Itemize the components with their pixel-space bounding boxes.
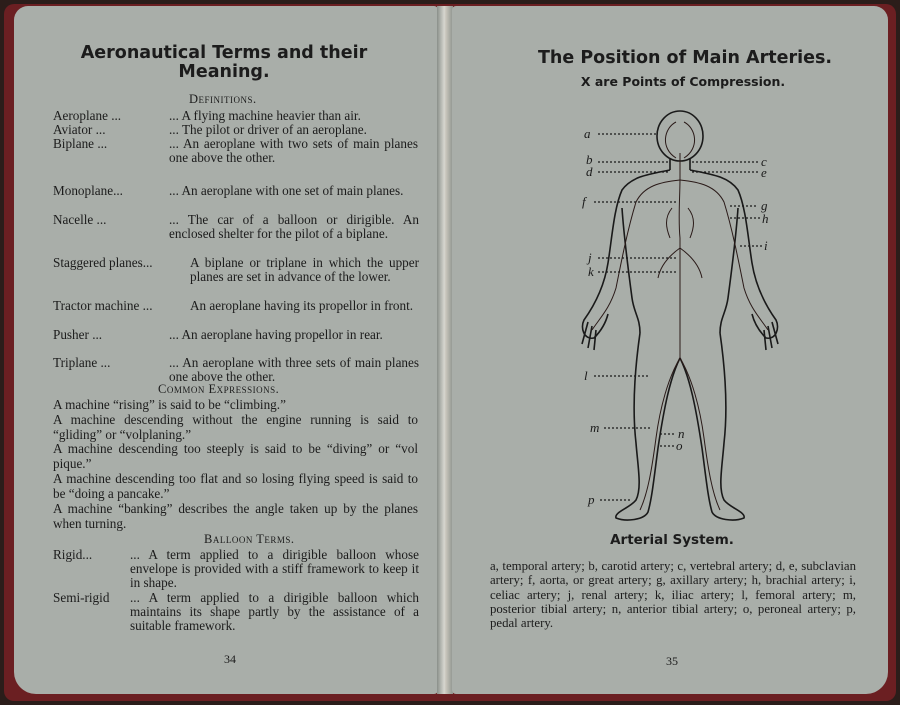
figure-label-c: c bbox=[761, 154, 767, 169]
figure-label-p: p bbox=[588, 492, 595, 507]
definition-term: Tractor machine ... bbox=[53, 298, 153, 313]
figure-label-d: d bbox=[586, 164, 593, 179]
figure-label-f: f bbox=[582, 194, 586, 209]
definition-term: Monoplane... bbox=[53, 183, 123, 198]
right-page-title: The Position of Main Arteries. bbox=[537, 48, 833, 68]
definition-term: Triplane ... bbox=[53, 355, 111, 370]
definition-meaning: ... An aeroplane with one set of main planes. bbox=[169, 183, 404, 198]
figure-label-i: i bbox=[764, 238, 768, 253]
definitions-heading: Definitions. bbox=[189, 92, 257, 106]
definition-meaning: ... An aeroplane with two sets of main planes one above the other. bbox=[169, 136, 418, 165]
balloon-term: Rigid... bbox=[53, 547, 93, 562]
expression-item: A machine “rising” is said to be “climbing.” bbox=[53, 397, 286, 412]
definition-term: Pusher ... bbox=[53, 327, 103, 342]
right-page-subtitle: X are Points of Compression. bbox=[580, 74, 786, 89]
balloon-term: Semi-rigid bbox=[53, 590, 110, 605]
figure-label-l: l bbox=[584, 368, 588, 383]
page-number: 34 bbox=[224, 652, 236, 666]
figure-label-j: j bbox=[588, 250, 592, 265]
arterial-system-figure bbox=[580, 108, 880, 538]
definition-meaning: An aeroplane having its propellor in front. bbox=[190, 298, 414, 313]
definition-meaning: ... An aeroplane with three sets of main planes one above the other. bbox=[169, 355, 419, 384]
figure-caption: Arterial System. bbox=[610, 532, 734, 548]
figure-label-a: a bbox=[584, 126, 591, 141]
balloon-terms-heading: Balloon Terms. bbox=[204, 532, 295, 546]
arteries-legend: a, temporal artery; b, carotid artery; c, vertebral artery; d, e, subclavian artery; f, aorta, or great artery; g, axillary artery; h, brachial artery; i, celiac artery; j, renal artery; k, iliac artery; l, femoral artery; m, posterior tibial artery; n, anterior tibial artery; o, peroneal artery; p, pedal artery. bbox=[490, 559, 856, 631]
common-expressions-heading: Common Expressions. bbox=[158, 382, 280, 396]
figure-label-m: m bbox=[590, 420, 600, 435]
figure-label-g: g bbox=[761, 198, 768, 213]
definition-meaning: A biplane or triplane in which the upper planes are set in advance of the lower. bbox=[190, 255, 419, 284]
figure-label-h: h bbox=[762, 211, 769, 226]
definition-term: Nacelle ... bbox=[53, 212, 107, 227]
figure-label-b: b bbox=[586, 152, 593, 167]
definition-term: Staggered planes... bbox=[53, 255, 153, 270]
definition-term: Biplane ... bbox=[53, 136, 108, 151]
right-page bbox=[452, 6, 888, 694]
left-page-title: Aeronautical Terms and their Meaning. bbox=[80, 43, 368, 82]
balloon-term-meaning: ... A term applied to a dirigible balloon which maintains its shape partly by the assistance of a suitable framework. bbox=[130, 590, 419, 633]
page-number: 35 bbox=[666, 654, 678, 668]
definition-meaning: ... An aeroplane having propellor in rear. bbox=[169, 327, 383, 342]
expression-item: A machine descending too flat and so losing flying speed is said to be “doing a pancake.” bbox=[53, 471, 418, 501]
balloon-term-meaning: ... A term applied to a dirigible balloon whose envelope is provided with a stiff framework to keep it in shape. bbox=[130, 547, 419, 590]
figure-label-k: k bbox=[588, 264, 594, 279]
figure-label-e: e bbox=[761, 165, 767, 180]
expression-item: A machine “banking” describes the angle taken up by the planes when turning. bbox=[53, 501, 418, 531]
definition-term: Aviator ... bbox=[53, 122, 106, 137]
figure-label-o: o bbox=[676, 438, 683, 453]
figure-label-n: n bbox=[678, 426, 685, 441]
book-gutter bbox=[437, 6, 453, 694]
expression-item: A machine descending too steeply is said to be “diving” or “vol pique.” bbox=[53, 441, 418, 471]
expression-item: A machine descending without the engine running is said to “gliding” or “volplaning.” bbox=[53, 412, 418, 442]
definition-meaning: ... The pilot or driver of an aeroplane. bbox=[169, 122, 367, 137]
definition-meaning: ... The car of a balloon or dirigible. An enclosed shelter for the pilot of a biplane. bbox=[169, 212, 419, 241]
definition-meaning: ... A flying machine heavier than air. bbox=[169, 108, 361, 123]
left-page bbox=[14, 6, 438, 694]
definition-term: Aeroplane ... bbox=[53, 108, 122, 123]
